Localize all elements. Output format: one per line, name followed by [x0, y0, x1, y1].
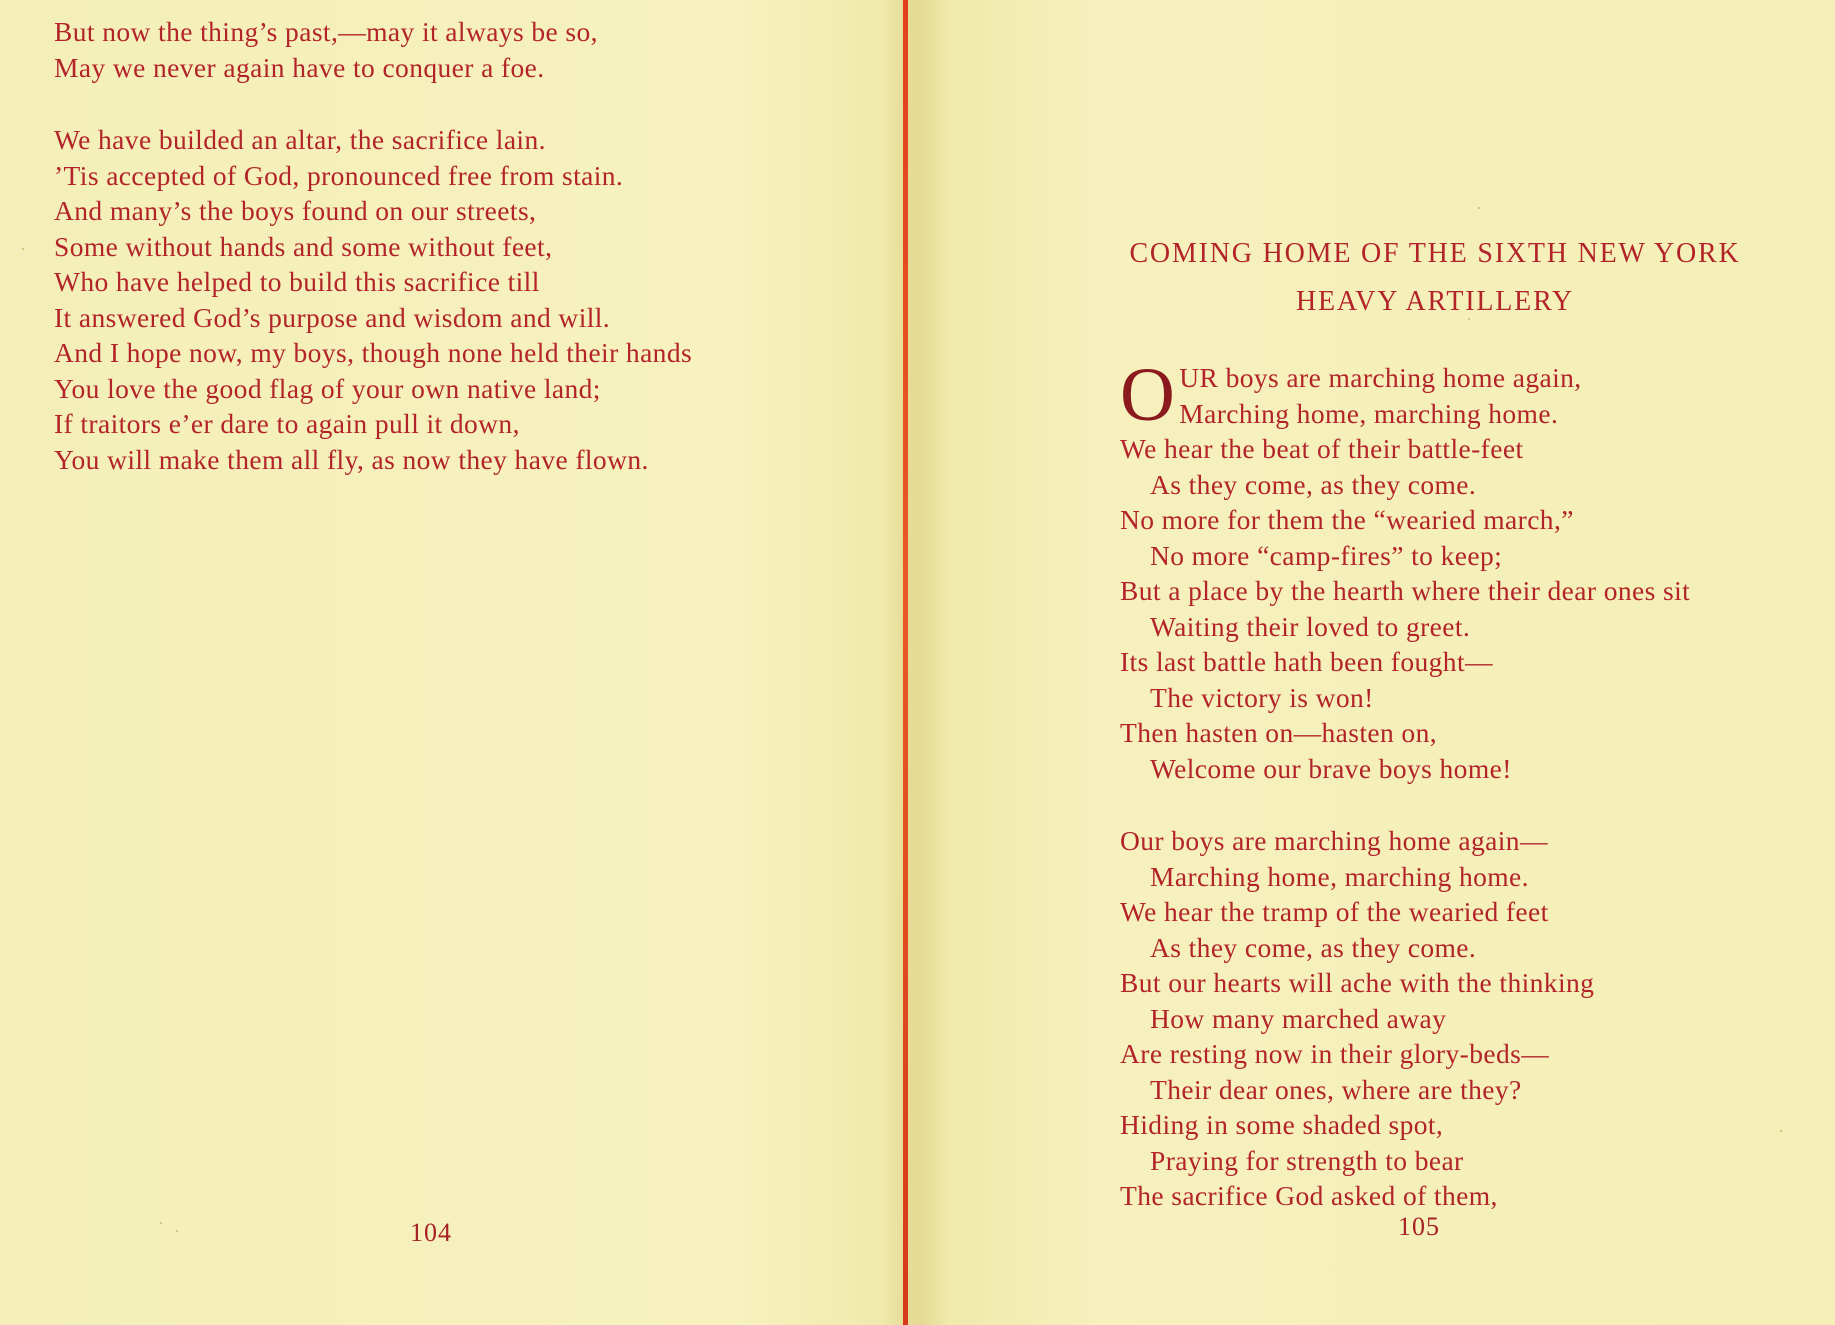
poem-line: May we never again have to conquer a foe. [54, 51, 545, 83]
poem-line: Praying for strength to bear [1150, 1144, 1464, 1176]
poem-title-line-2: HEAVY ARTILLERY [1295, 286, 1575, 317]
poem-line: Hiding in some shaded spot, [1120, 1109, 1444, 1140]
poem-line: Welcome our brave boys home! [1150, 752, 1512, 784]
poem-line: But now the thing’s past,—may it always be so, [54, 16, 598, 47]
poem-title [1035, 230, 1835, 326]
poem-line: As they come, as they come. [1150, 468, 1477, 500]
paper-speck [1478, 207, 1480, 209]
poem-line: Marching home, marching home. [1150, 860, 1529, 892]
poem-line: Its last battle hath been fought— [1120, 646, 1493, 677]
poem-line: Then hasten on—hasten on, [1120, 717, 1438, 748]
paper-speck [1468, 318, 1470, 320]
poem-line: You love the good flag of your own native land; [54, 372, 601, 404]
poem-line: No more for them the “wearied march,” [1120, 504, 1574, 535]
drop-cap: O [1120, 353, 1176, 437]
poem-line: You will make them all fly, as now they have flown. [54, 443, 649, 475]
stanza-break [54, 85, 692, 122]
poem-line: But our hearts will ache with the thinking [1120, 967, 1595, 998]
paper-speck [1780, 1130, 1782, 1132]
poem-line: UR boys are marching home again, [1179, 362, 1582, 393]
poem-line: ’Tis accepted of God, pronounced free from stain. [54, 159, 624, 191]
poem-line: We have builded an altar, the sacrifice lain. [54, 124, 546, 155]
poem-line: How many marched away [1150, 1002, 1447, 1034]
paper-speck [160, 1222, 162, 1224]
page-number-right: 105 [1398, 1212, 1440, 1241]
paper-speck [22, 248, 24, 250]
left-page-verse [54, 14, 692, 477]
poem-line: We hear the beat of their battle-feet [1120, 433, 1524, 464]
poem-line: Marching home, marching home. [1179, 397, 1559, 429]
poem-line: Are resting now in their glory-beds— [1120, 1038, 1550, 1069]
right-page-verse [1120, 353, 1691, 1214]
poem-line: If traitors e’er dare to again pull it down, [54, 408, 520, 439]
poem-line: And many’s the boys found on our streets, [54, 195, 537, 226]
poem-line: Who have helped to build this sacrifice till [54, 266, 540, 297]
poem-line: Our boys are marching home again— [1120, 825, 1548, 856]
poem-line: As they come, as they come. [1150, 931, 1477, 963]
stanza-break [1120, 786, 1690, 823]
poem-line: Waiting their loved to greet. [1150, 610, 1471, 642]
poem-line: And I hope now, my boys, though none held their hands [54, 337, 693, 368]
poem-line: The victory is won! [1150, 681, 1374, 713]
page-number-left: 104 [410, 1218, 452, 1247]
binding-thread [903, 0, 908, 1325]
poem-line: We hear the tramp of the wearied feet [1120, 896, 1549, 927]
poem-line: The sacrifice God asked of them, [1120, 1180, 1498, 1211]
poem-line: Some without hands and some without feet, [54, 230, 553, 262]
stanza-two [1120, 823, 1690, 1214]
poem-line: It answered God’s purpose and wisdom and will. [54, 301, 611, 333]
poem-line: But a place by the hearth where their dear ones sit [1120, 575, 1691, 606]
paper-speck [176, 1230, 178, 1232]
opening-lines [1120, 353, 1690, 437]
stanza-one [1120, 431, 1690, 786]
poem-line: Their dear ones, where are they? [1150, 1073, 1522, 1105]
poem-title-line-1: COMING HOME OF THE SIXTH NEW YORK [1129, 238, 1741, 269]
poem-line: No more “camp-fires” to keep; [1150, 539, 1503, 571]
